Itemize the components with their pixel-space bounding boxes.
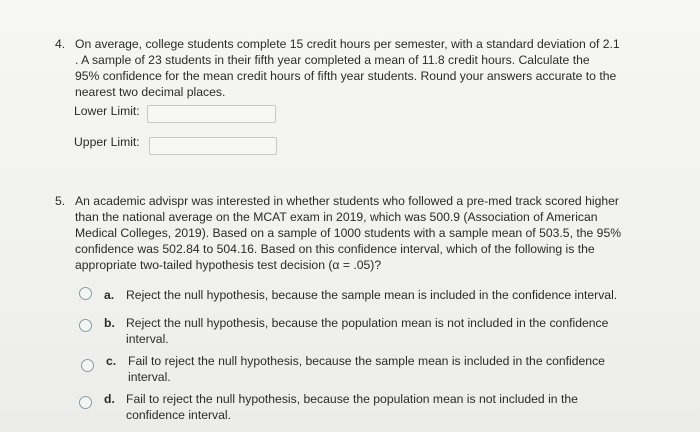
option-line: Reject the null hypothesis, because the population mean is not included in the confidence bbox=[126, 316, 609, 330]
option-text bbox=[128, 353, 621, 385]
option-text bbox=[126, 315, 619, 347]
radio-button-option-d[interactable] bbox=[79, 396, 92, 409]
question-number: 4. bbox=[55, 37, 66, 51]
question-line: nearest two decimal places. bbox=[75, 85, 226, 99]
option-text bbox=[126, 391, 619, 423]
radio-button-option-b[interactable] bbox=[79, 319, 92, 332]
option-b[interactable] bbox=[79, 315, 619, 347]
option-line: Fail to reject the null hypothesis, because the sample mean is included in the confidence bbox=[128, 354, 605, 368]
option-d[interactable] bbox=[79, 391, 619, 423]
option-c[interactable] bbox=[81, 353, 621, 385]
question-line: confidence was 502.84 to 504.16. Based on this confidence interval, which of the following is the bbox=[75, 242, 595, 256]
lower-limit-row bbox=[74, 103, 140, 119]
radio-button-option-a[interactable] bbox=[79, 287, 92, 300]
option-letter: d. bbox=[104, 392, 115, 406]
lower-limit-label: Lower Limit: bbox=[74, 104, 140, 118]
option-a[interactable] bbox=[79, 287, 619, 303]
question-line: . A sample of 23 students in their fifth year completed a mean of 11.8 credit hours. Calculate the bbox=[75, 53, 590, 67]
question-line: appropriate two-tailed hypothesis test decision (α = .05)? bbox=[75, 258, 382, 272]
radio-button-option-c[interactable] bbox=[81, 359, 94, 372]
upper-limit-label: Upper Limit: bbox=[74, 135, 140, 149]
question-line: On average, college students complete 15 credit hours per semester, with a standard deviation of 2.1 bbox=[75, 37, 620, 51]
question-line: than the national average on the MCAT exam in 2019, which was 500.9 (Association of American bbox=[75, 210, 598, 224]
option-line: confidence interval. bbox=[126, 408, 232, 422]
question-number: 5. bbox=[55, 194, 66, 208]
question-text bbox=[75, 36, 635, 100]
option-line: interval. bbox=[128, 370, 171, 384]
question-line: An academic advispr was interested in whether students who followed a pre-med track scored higher bbox=[75, 194, 619, 208]
option-letter: b. bbox=[104, 316, 115, 330]
question-5 bbox=[55, 193, 635, 273]
lower-limit-input[interactable] bbox=[147, 105, 276, 123]
question-4 bbox=[55, 36, 635, 100]
option-line: Fail to reject the null hypothesis, because the population mean is not included in the bbox=[126, 392, 578, 406]
upper-limit-input[interactable] bbox=[149, 137, 277, 155]
option-letter: a. bbox=[104, 288, 115, 302]
option-line: Reject the null hypothesis, because the sample mean is included in the confidence interval. bbox=[126, 288, 618, 302]
upper-limit-row bbox=[74, 134, 140, 150]
question-line: Medical Colleges, 2019). Based on a sample of 1000 students with a sample mean of 503.5, the 95% bbox=[75, 226, 622, 240]
option-line: interval. bbox=[126, 332, 169, 346]
option-letter: c. bbox=[106, 354, 117, 368]
option-text bbox=[126, 287, 619, 303]
question-text bbox=[75, 193, 635, 273]
question-line: 95% confidence for the mean credit hours of fifth year students. Round your answers accurate to the bbox=[75, 69, 617, 83]
